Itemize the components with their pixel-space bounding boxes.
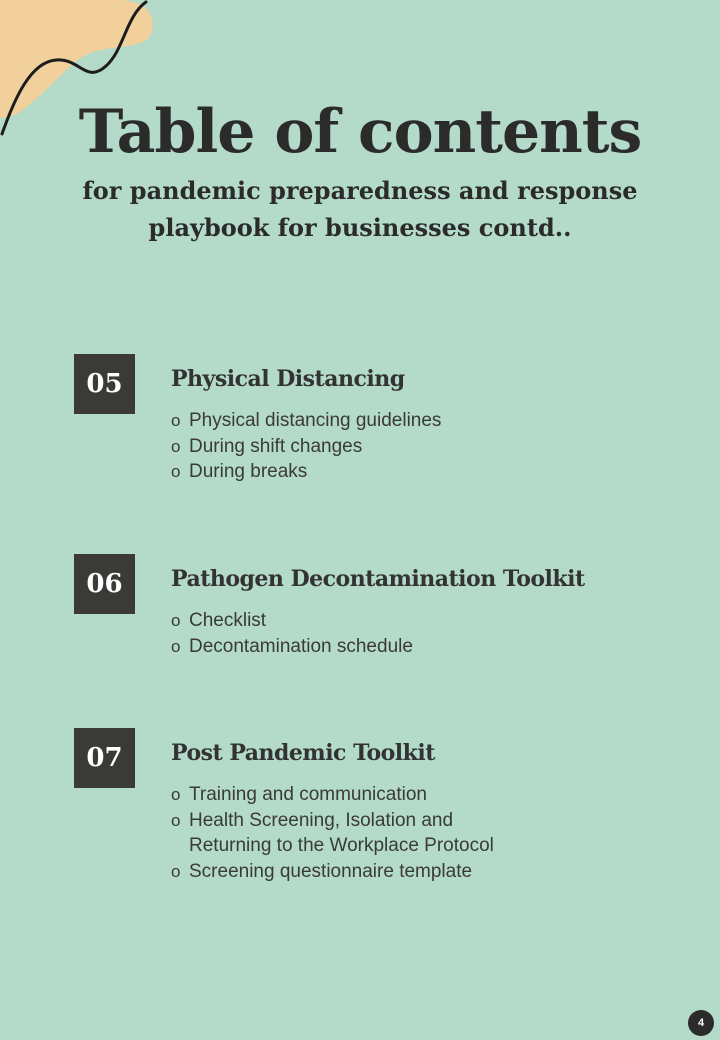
section-bullet-list xyxy=(171,408,441,485)
section-heading: Pathogen Decontamination Toolkit xyxy=(171,566,585,592)
bullet-circle-icon: o xyxy=(171,462,181,481)
list-item: o Training and communication xyxy=(171,782,494,808)
subtitle-line-1: for pandemic preparedness and response xyxy=(82,176,638,205)
bullet-circle-icon: o xyxy=(171,810,181,830)
bullet-circle-icon: o xyxy=(171,636,181,656)
list-item: o Decontamination schedule xyxy=(171,634,413,660)
list-item: o Health Screening, Isolation and xyxy=(171,808,494,834)
bullet-circle-icon: o xyxy=(171,785,181,804)
subtitle-line-2: playbook for businesses contd.. xyxy=(148,213,572,242)
page-number-badge: 4 xyxy=(688,1010,714,1036)
page-subtitle xyxy=(40,172,680,246)
section-number-box: 07 xyxy=(74,728,135,788)
page-title: Table of contents xyxy=(78,97,642,167)
list-item: o Checklist xyxy=(171,608,413,634)
section-heading: Physical Distancing xyxy=(171,366,405,392)
bullet-circle-icon: o xyxy=(171,411,181,430)
section-bullet-list xyxy=(171,608,413,659)
list-item: o During shift changes xyxy=(171,434,441,460)
bullet-circle-icon: o xyxy=(171,861,181,881)
list-item: o Physical distancing guidelines xyxy=(171,408,441,434)
list-item-continuation: Returning to the Workplace Protocol xyxy=(189,835,494,856)
bullet-circle-icon: o xyxy=(171,436,181,456)
list-item: o During breaks xyxy=(171,459,441,485)
list-item: o Screening questionnaire template xyxy=(171,859,494,885)
section-heading: Post Pandemic Toolkit xyxy=(171,740,435,766)
section-number-box: 05 xyxy=(74,354,135,414)
section-number-box: 06 xyxy=(74,554,135,614)
section-bullet-list xyxy=(171,782,494,884)
bullet-circle-icon: o xyxy=(171,611,181,630)
